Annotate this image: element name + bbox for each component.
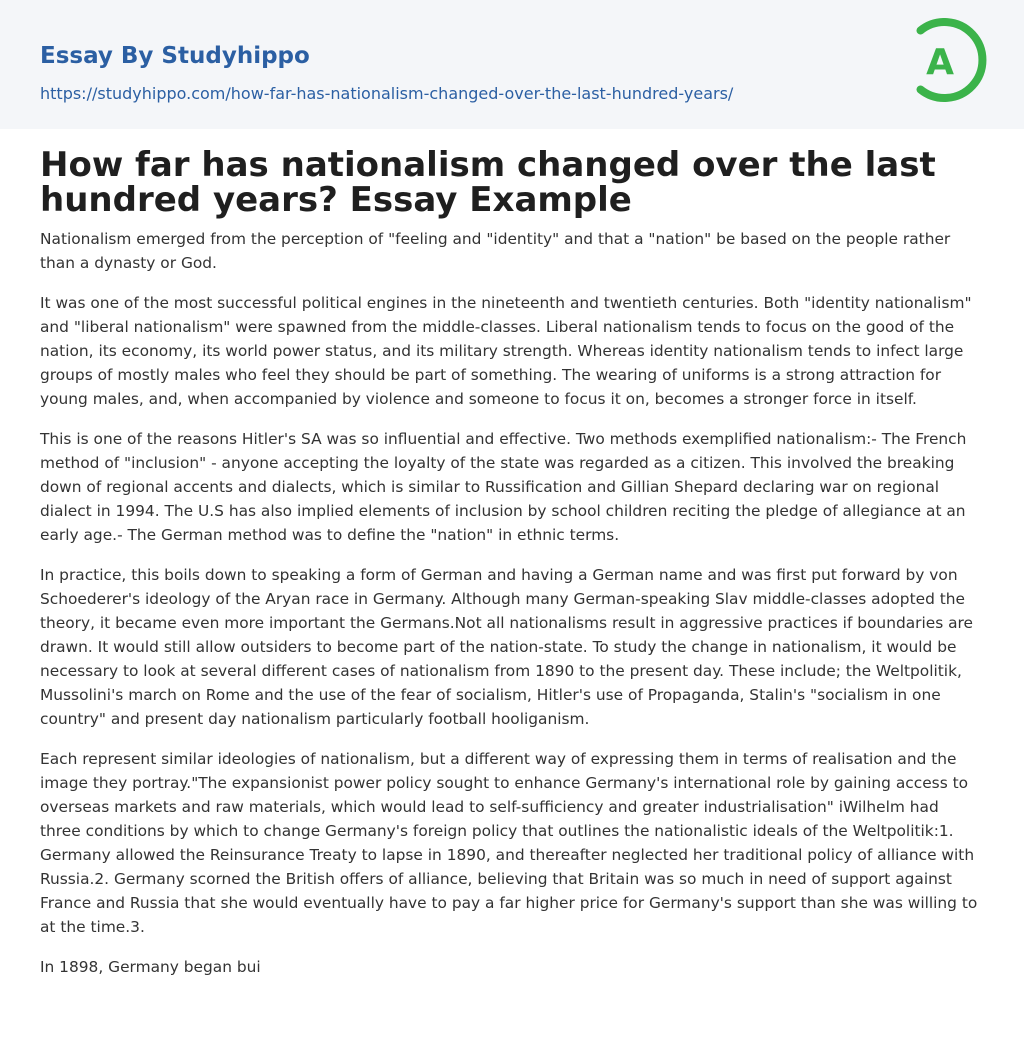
essay-paragraph-2: It was one of the most successful political engines in the nineteenth and twentieth centuries. Both "identity nationalism" and "liberal nationalism" were spawned from the middle-classes. Liberal nationalism tends to focus on the good of the nation, its economy, its world power status, and its military strength. Whereas identity nationalism tends to infect large groups of mostly males who feel they should be part of something. The wearing of uniforms is a strong attraction for young males, and, when accompanied by violence and someone to focus it on, becomes a stronger force in itself. <box>40 294 972 408</box>
site-header <box>0 0 1024 129</box>
essay-paragraph-1: Nationalism emerged from the perception of "feeling and "identity" and that a "nation" be based on the people rather than a dynasty or God. <box>40 230 951 272</box>
studyhippo-logo-icon[interactable] <box>908 18 988 106</box>
essay-paragraph-6: In 1898, Germany began bui <box>40 958 261 976</box>
logo-letter: A <box>926 42 954 83</box>
essay-paragraph-5: Each represent similar ideologies of nationalism, but a different way of expressing them in terms of realisation and the image they portray."The expansionist power policy sought to enhance Germany's international role by gaining access to overseas markets and raw materials, which would lead to self-sufficiency and greater industrialisation" iWilhelm had three conditions by which to change Germany's foreign policy that outlines the nationalistic ideals of the Weltpolitik:1. Germany allowed the Reinsurance Treaty to lapse in 1890, and thereafter neglected her traditional policy of alliance with Russia.2. Germany scorned the British offers of alliance, believing that Britain was so much in need of support against France and Russia that she would eventually have to pay a far higher price for Germany's support than she was willing to at the time.3. <box>40 750 978 936</box>
page-url[interactable]: https://studyhippo.com/how-far-has-nationalism-changed-over-the-last-hundred-years/ <box>40 84 734 103</box>
essay-paragraph-4: In practice, this boils down to speaking a form of German and having a German name and was first put forward by von Schoederer's ideology of the Aryan race in Germany. Although many German-speaking Slav middle-classes adopted the theory, it became even more important the Germans.Not all nationalisms result in aggressive practices if boundaries are drawn. It would still allow outsiders to become part of the nation-state. To study the change in nationalism, it would be necessary to look at several different cases of nationalism from 1890 to the present day. These include; the Weltpolitik, Mussolini's march on Rome and the use of the fear of socialism, Hitler's use of Propaganda, Stalin's "socialism in one country" and present day nationalism particularly football hooliganism. <box>40 566 974 728</box>
essay-content <box>40 145 984 995</box>
essay-paragraph-3: This is one of the reasons Hitler's SA was so influential and effective. Two methods exemplified nationalism:- The French method of "inclusion" - anyone accepting the loyalty of the state was regarded as a citizen. This involved the breaking down of regional accents and dialects, which is similar to Russification and Gillian Shepard declaring war on regional dialect in 1994. The U.S has also implied elements of inclusion by school children reciting the pledge of allegiance at an early age.- The German method was to define the "nation" in ethnic terms. <box>40 430 967 544</box>
logo-ring-icon <box>908 18 988 106</box>
site-name[interactable]: Essay By Studyhippo <box>40 43 310 69</box>
essay-title: How far has nationalism changed over the last hundred years? Essay Example <box>40 145 936 220</box>
